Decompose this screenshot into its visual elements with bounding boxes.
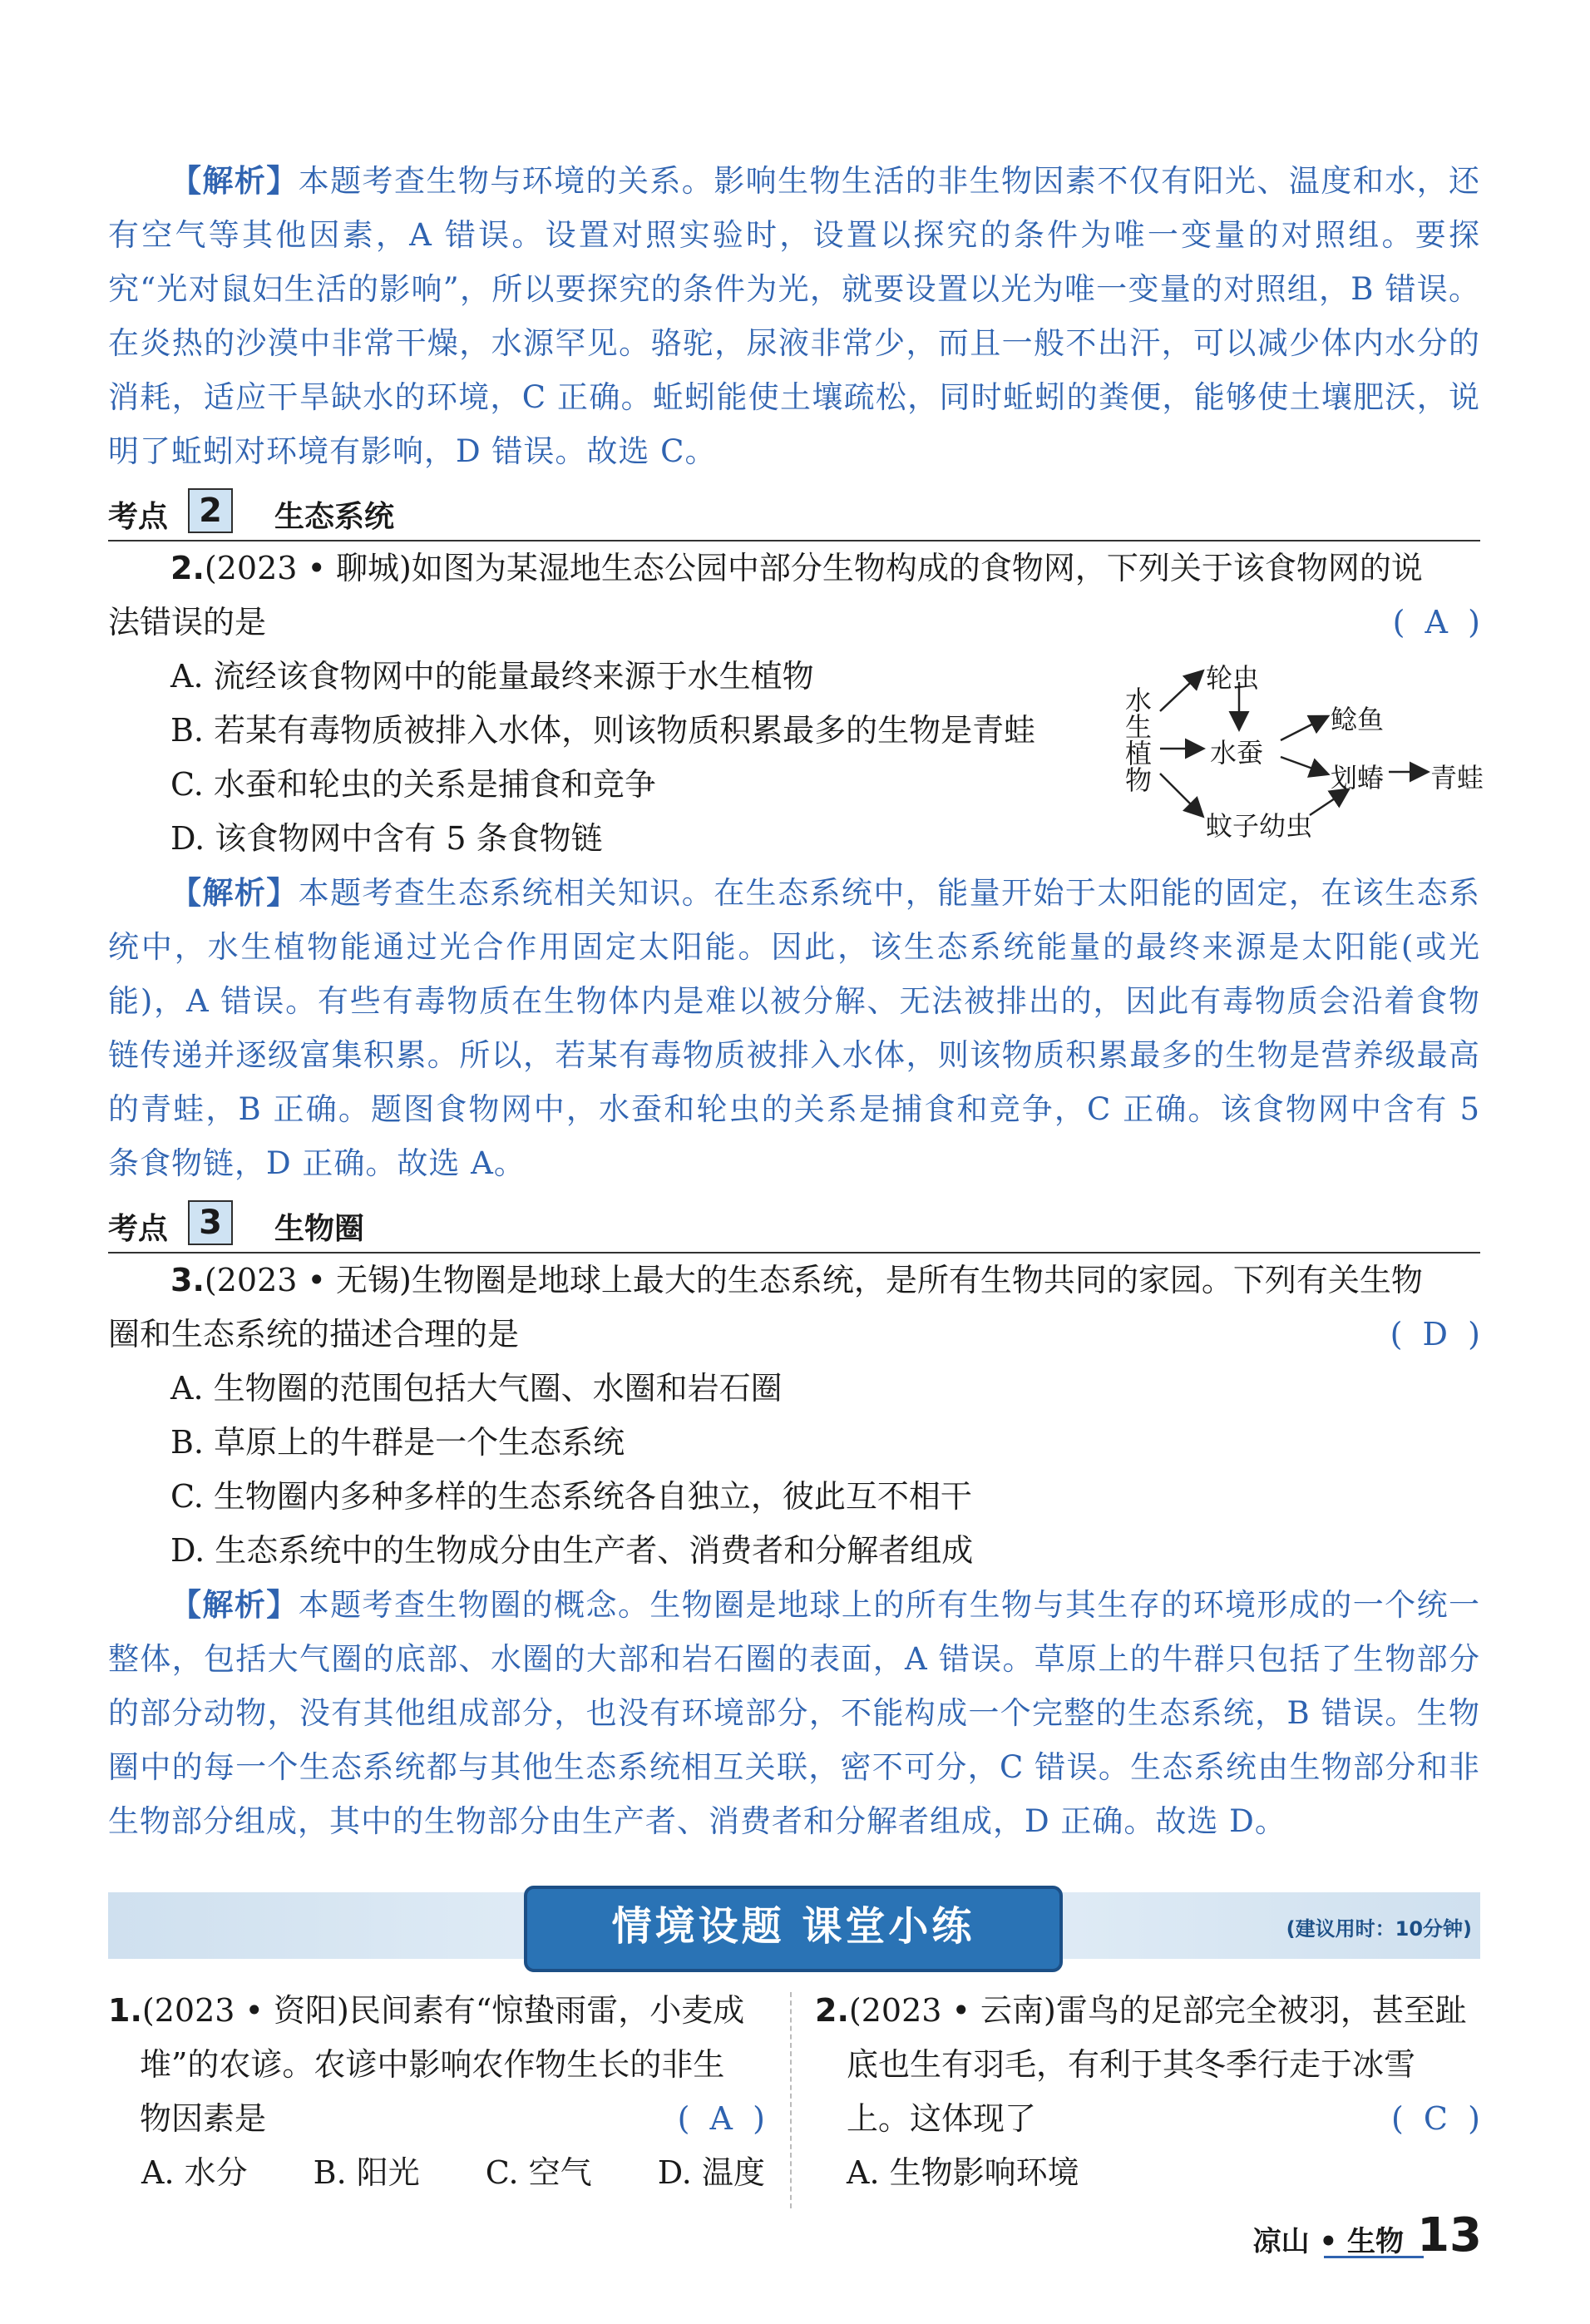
exercise-line: 上。这体现了: [847, 2100, 1037, 2137]
exercise-number: 1.: [108, 1992, 142, 2029]
food-web-diagram: [1121, 657, 1484, 842]
arrow-plant-mosquito: [1160, 774, 1202, 815]
analysis-text: 本题考查生态系统相关知识。在生态系统中，能量开始于太阳能的固定，在该生态系统中，水生植物能通过光合作用固定太阳能。因此，该生态系统能量的最终来源是太阳能(或光能)，A 错误。有些有毒物质在生物体内是难以被分解、无法被排出的，因此有毒物质会沿着食物链传递并逐级富集积累。所以，若某有毒物质被排入水体，则该物质积累最多的生物是营养级最高的青蛙，B 正确。题图食物网中，水蚕和轮虫的关系是捕食和竞争，C 正确。该食物网中含有 5 条食物链，D 正确。故选 A。: [108, 875, 1481, 1181]
analysis-tag: 【解析】: [170, 1587, 299, 1623]
question-number: 3.: [170, 1262, 205, 1298]
key-point-number: 2: [188, 488, 233, 533]
analysis-1: [108, 154, 1480, 478]
q3-option-c: C. 生物圈内多种多样的生态系统各自独立，彼此互不相干: [170, 1478, 972, 1515]
question-stem-cont: 圈和生态系统的描述合理的是: [108, 1316, 520, 1352]
q3-option-b: B. 草原上的牛群是一个生态系统: [170, 1424, 625, 1461]
node-dragonfly: 划蝽: [1331, 762, 1385, 794]
key-point-2-heading: [108, 487, 1480, 541]
node-silkworm: 水蚕: [1210, 737, 1264, 769]
node-rotifer: 轮虫: [1206, 662, 1260, 694]
analysis-text: 本题考查生物与环境的关系。影响生物生活的非生物因素不仅有阳光、温度和水，还有空气等其他因素，A 错误。设置对照实验时，设置以探究的条件为唯一变量的对照组。要探究“光对鼠妇生活的影响”，所以要探究的条件为光，就要设置以光为唯一变量的对照组，B 错误。在炎热的沙漠中非常干燥，水源罕见。骆驼，尿液非常少，而且一般不出汗，可以减少体内水分的消耗，适应干旱缺水的环境，C 正确。蚯蚓能使土壤疏松，同时蚯蚓的粪便，能够使土壤肥沃，说明了蚯蚓对环境有影响，D 错误。故选 C。: [108, 163, 1481, 469]
page-content: [108, 154, 1480, 1848]
exercise-options: [108, 2146, 765, 2200]
exercise-number: 2.: [815, 1992, 849, 2029]
practice-banner: [108, 1892, 1480, 1959]
key-point-title: 生态系统: [274, 500, 395, 534]
node-mosquito: 蚊子幼虫: [1206, 810, 1313, 842]
heading-rule: [108, 540, 1480, 541]
exercise-1: [108, 1984, 765, 2200]
q3-option-a: A. 生物圈的范围包括大气圈、水圈和岩石圈: [170, 1370, 783, 1407]
footer-label: 凉山 • 生物: [1252, 2225, 1405, 2258]
question-stem-cont: 法错误的是: [108, 604, 267, 640]
q2-option-c: C. 水蚕和轮虫的关系是捕食和竞争: [170, 766, 656, 803]
ex2-option-a: A. 生物影响环境: [847, 2154, 1079, 2191]
question-number: 2.: [170, 550, 205, 586]
ex1-option-a: A. 水分: [141, 2154, 248, 2191]
ex1-option-d: D. 温度: [657, 2154, 765, 2191]
analysis-2: [108, 866, 1480, 1190]
analysis-tag: 【解析】: [170, 163, 299, 199]
arrow-silkworm-catfish: [1281, 717, 1326, 740]
analysis-3: [108, 1578, 1480, 1848]
node-plant: 水生植物: [1121, 686, 1153, 793]
exercise-line: 堆”的农谚。农谚中影响农作物生长的非生: [140, 2046, 725, 2083]
answer-bracket: ( C ): [1390, 2100, 1480, 2137]
heading-rule: [108, 1252, 1480, 1253]
key-point-label: 考点: [108, 500, 169, 534]
exercise-line: 底也生有羽毛，有利于其冬季行走于冰雪: [847, 2046, 1416, 2083]
q2-option-b: B. 若某有毒物质被排入水体，则该物质积累最多的生物是青蛙: [170, 712, 1036, 749]
key-point-3-heading: [108, 1199, 1480, 1253]
page-number: 13: [1417, 2208, 1482, 2262]
answer-bracket: ( D ): [1390, 1316, 1480, 1352]
question-3: [108, 1253, 1480, 1362]
banner-title: 情境设题 课堂小练: [524, 1886, 1063, 1972]
analysis-tag: 【解析】: [170, 875, 299, 911]
question-stem: (2023 • 聊城)如图为某湿地生态公园中部分生物构成的食物网，下列关于该食物网的说: [204, 550, 1423, 586]
banner-time-hint: (建议用时：10分钟): [1286, 1917, 1472, 1941]
page-footer: [1253, 2208, 1482, 2262]
q3-option-d: D. 生态系统中的生物成分由生产者、消费者和分解者组成: [170, 1532, 974, 1569]
ex1-option-b: B. 阳光: [313, 2154, 420, 2191]
node-frog: 青蛙: [1430, 762, 1484, 794]
answer-bracket: ( A ): [1392, 604, 1480, 640]
question-2: [108, 541, 1480, 650]
key-point-label: 考点: [108, 1212, 169, 1246]
key-point-title: 生物圈: [274, 1212, 365, 1246]
arrow-plant-rotifer: [1160, 672, 1202, 711]
column-divider: [790, 1992, 792, 2208]
exercise-line: (2023 • 云南)雷鸟的足部完全被羽，甚至趾: [848, 1992, 1467, 2029]
node-catfish: 鲶鱼: [1331, 704, 1385, 735]
q2-option-d: D. 该食物网中含有 5 条食物链: [170, 820, 603, 857]
key-point-number: 3: [188, 1200, 233, 1245]
question-stem: (2023 • 无锡)生物圈是地球上最大的生态系统，是所有生物共同的家园。下列有关生物: [204, 1262, 1423, 1298]
ex1-option-c: C. 空气: [485, 2154, 592, 2191]
answer-bracket: ( A ): [677, 2100, 765, 2137]
analysis-text: 本题考查生物圈的概念。生物圈是地球上的所有生物与其生存的环境形成的一个统一整体，包括大气圈的底部、水圈的大部和岩石圈的表面，A 错误。草原上的牛群只包括了生物部分的部分动物，没有其他组成部分，也没有环境部分，不能构成一个完整的生态系统，B 错误。生物圈中的每一个生态系统都与其他生态系统相互关联，密不可分，C 错误。生态系统由生物部分和非生物部分组成，其中的生物部分由生产者、消费者和分解者组成，D 正确。故选 D。: [108, 1587, 1481, 1839]
arrow-silkworm-dragonfly: [1281, 757, 1326, 774]
footer-underline: [1324, 2256, 1424, 2258]
exercise-line: 物因素是: [140, 2100, 267, 2137]
q2-option-a: A. 流经该食物网中的能量最终来源于水生植物: [170, 658, 814, 695]
exercise-line: (2023 • 资阳)民间素有“惊蛰雨雷，小麦成: [141, 1992, 745, 2029]
exercise-2: [815, 1984, 1480, 2200]
